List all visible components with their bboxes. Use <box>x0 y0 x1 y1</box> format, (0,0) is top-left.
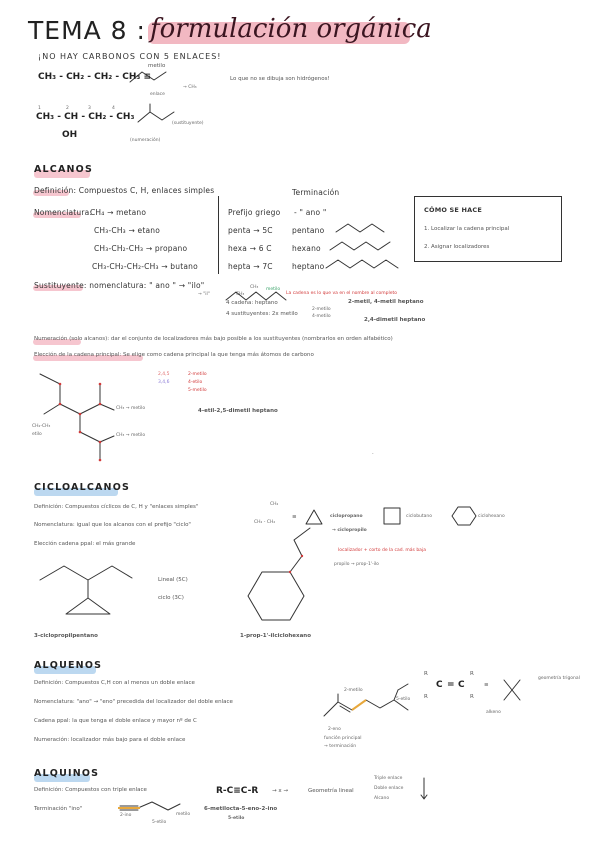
como-se-hace-step-1: 1. Localizar la cadena principal <box>424 226 510 232</box>
num-4: 4 <box>112 106 115 111</box>
stray-dot: . <box>372 450 374 456</box>
alquinos-terminacion: Terminación "ino" <box>34 806 83 812</box>
prefijo-header: Prefijo griego <box>228 208 281 217</box>
ciclopropano-label: ciclopropano <box>330 514 363 519</box>
ciclohexano-label: ciclohexano <box>478 514 505 519</box>
sust-2-metilo: 2-metilo <box>312 307 331 312</box>
alcanos-nomenclatura: Nomenclatura: <box>34 208 93 217</box>
alquinos-definicion: Definición: Compuestos con triple enlace <box>34 787 147 793</box>
no-5-bonds-note: ¡NO HAY CARBONOS CON 5 ENLACES! <box>38 52 222 61</box>
alquinos-heading: ALQUINOS <box>34 768 100 779</box>
oh-group: OH <box>62 130 78 140</box>
ch3-top-left: CH₃ <box>236 292 245 297</box>
alquino-2-ino: 2-ino <box>120 813 132 818</box>
alkene-label: alkeno <box>486 710 501 715</box>
alquenos-cadena: Cadena ppal: la que tenga el doble enlace y mayor nº de C <box>34 718 197 724</box>
alkeno-5-etilo: 5-etilo <box>396 697 411 702</box>
alkene-skeleton <box>324 700 408 716</box>
alquino-metilo: metilo <box>176 812 191 817</box>
ciclo-ch2-top: CH₂ <box>270 502 279 507</box>
alquenos-heading: ALQUENOS <box>34 660 103 671</box>
lineal-5c: Lineal (5C) <box>158 577 188 583</box>
alkene-r-3: R <box>470 671 474 677</box>
ciclopropano-shape <box>306 510 322 524</box>
propilo-label: propilo → prop-1'-ilo <box>334 562 379 567</box>
ch3-metilo-2: CH₃ → metilo <box>116 433 146 438</box>
ciclo-eleccion: Elección cadena ppal: el más grande <box>34 541 136 547</box>
alkene-r-1: R <box>424 671 428 677</box>
alquino-arrow: → x → <box>272 788 288 794</box>
ciclohexano-shape <box>452 507 476 525</box>
ch2-ch3-label: CH₂-CH₃ <box>32 424 51 429</box>
alkene-r-4: R <box>470 694 474 700</box>
locs-b: 3,4,6 <box>158 380 170 385</box>
alquino-name: 6-metilocta-5-eno-2-ino <box>204 806 278 812</box>
metilo-green-label: metilo <box>266 287 281 292</box>
alquino-5-etilo: 5-etilo <box>152 820 167 825</box>
terminacion-value: - " ano " <box>294 208 327 217</box>
legend-doble: Doble enlace <box>374 786 404 791</box>
sustituyentes-count: 4 sustituyentes: 2x metilo <box>226 311 298 317</box>
alcano-row-1: CH₄ → metano <box>90 208 147 217</box>
loc-2-metilo: 2-metilo <box>188 372 207 377</box>
alcano-row-2: CH₃-CH₃ → etano <box>94 226 161 235</box>
eleccion-rule: Elección de la cadena principal: Se elige como cadena principal la que tenga más átomos de carbono <box>34 352 314 358</box>
ciclo-ch2-left: CH₂ - CH₂ <box>254 520 276 525</box>
ch3-metilo-1: CH₃ → metilo <box>116 406 146 411</box>
alkeno-funcion: función principal <box>324 736 362 741</box>
heptane-zigzag <box>326 260 398 268</box>
alcanos-definicion: Definición: Compuestos C, H, enlaces simples <box>34 186 215 195</box>
pentane-chain <box>40 566 132 580</box>
prefijo-hepta: hepta → 7C <box>228 262 273 271</box>
big-cyclohexane <box>248 572 304 620</box>
etilo-label: etilo <box>32 432 42 437</box>
alkeno-2-eno: 2-eno <box>328 727 341 732</box>
hexane-zigzag <box>330 242 390 250</box>
alkeno-terminacion: → terminación <box>324 744 357 749</box>
label-enlace: enlace <box>150 92 165 97</box>
nombre-heptano: heptano <box>292 262 325 271</box>
branched-main-2 <box>80 414 100 460</box>
alkeno-2-metilo: 2-metilo <box>344 688 363 693</box>
ciclopropilo-label: → ciclopropilo <box>332 528 367 533</box>
butanol-skeleton <box>138 112 174 122</box>
ciclobutano-shape <box>384 508 400 524</box>
nombre-hexano: hexano <box>292 244 321 253</box>
alkene-equiv: ≡ <box>484 682 489 688</box>
ciclo-name-1: 3-ciclopropilpentano <box>34 633 98 639</box>
hydrogen-note: Lo que no se dibuja son hidrógenos! <box>230 76 330 82</box>
nombre-pentano: pentano <box>292 226 325 235</box>
prefijo-penta: penta → 5C <box>228 226 273 235</box>
prefijo-hexa: hexa → 6 C <box>228 244 272 253</box>
alcano-row-4: CH₃-CH₂-CH₂-CH₃ → butano <box>92 262 198 271</box>
ciclo-definicion: Definición: Compuestos cíclicos de C, H y "enlaces simples" <box>34 504 199 510</box>
como-se-hace-title: CÓMO SE HACE <box>424 206 483 214</box>
loc-4-etilo: 4-etilo <box>188 380 203 385</box>
butane-skeleton <box>130 72 166 82</box>
label-sustituyente: (sustituyente) <box>172 121 204 126</box>
numeracion-rule: Numeración (solo alcanos): dar el conjunto de localizadores más bajo posible a los sustituyentes (nombrarlos en orden alfabético) <box>34 336 393 342</box>
label-numeracion: (numeración) <box>130 138 161 143</box>
alquino-formula: R-C≡C-R <box>216 786 259 796</box>
alcanos-heading: ALCANOS <box>34 164 93 175</box>
legend-triple: Triple enlace <box>374 776 403 781</box>
butanol-formula: CH₃ - CH - CH₂ - CH₃ <box>36 112 135 122</box>
cadena-heptano: 4 cadena: heptano <box>226 300 278 306</box>
alquenos-nomenclatura: Nomenclatura: "ano" → "eno" precedida del localizador del doble enlace <box>34 699 233 705</box>
alkene-c-2: C <box>458 680 465 690</box>
cadena-note: La cadena es lo que va en el nombre al completo <box>286 291 398 296</box>
ciclo-note: localizador + corto de la cad. más baja <box>338 548 426 553</box>
alkene-c-1: C <box>436 680 443 690</box>
page-title-main: formulación orgánica <box>150 14 432 44</box>
alkene-geometria: geometría trigonal <box>538 676 580 681</box>
branched-main-1 <box>40 374 80 414</box>
ciclo-name-2: 1-prop-1'-ilciclohexano <box>240 633 311 639</box>
loc-5-metilo: 5-metilo <box>188 388 207 393</box>
num-3: 3 <box>88 106 91 111</box>
como-se-hace-step-2: 2. Asignar localizadores <box>424 244 490 250</box>
sust-4-metilo: 4-metilo <box>312 314 331 319</box>
alquenos-definicion: Definición: Compuestos C,H con al menos un doble enlace <box>34 680 195 686</box>
alkene-eq: = <box>447 680 455 690</box>
legend-alcano: Alcano <box>374 796 390 801</box>
pentane-zigzag <box>336 224 384 232</box>
sustituyente-sub: → "il" <box>198 292 210 297</box>
ch3-top-right: CH₃ <box>250 285 259 290</box>
terminacion-header: Terminación <box>292 188 340 197</box>
alquenos-numeracion: Numeración: localizador más bajo para el doble enlace <box>34 737 186 743</box>
alkene-r-2: R <box>424 694 428 700</box>
ciclo-equiv: ≡ <box>292 514 297 520</box>
ciclo-3c: ciclo (3C) <box>158 595 184 601</box>
cyclopropyl-ring <box>66 598 110 614</box>
sustituyente-rule: Sustituyente: nomenclatura: " ano " → "ilo" <box>34 281 205 290</box>
butane-formula: CH₃ - CH₂ - CH₂ - CH₃ ≡ <box>38 72 151 82</box>
name-2-metil-4-metil: 2-metil, 4-metil heptano <box>348 299 424 305</box>
num-1: 1 <box>38 106 41 111</box>
label-metilo: metilo <box>148 63 166 69</box>
alcano-row-3: CH₃-CH₂-CH₃ → propano <box>94 244 188 253</box>
page-title-prefix: TEMA 8 : <box>28 16 146 45</box>
ciclobutano-label: ciclobutano <box>406 514 433 519</box>
dimethylheptane-skeleton <box>226 292 286 300</box>
cicloalcanos-heading: CICLOALCANOS <box>34 482 131 493</box>
label-ch3: → CH₃ <box>183 85 197 90</box>
alquino-geometria: Geometría lineal <box>308 788 354 794</box>
num-2: 2 <box>66 106 69 111</box>
alquino-name-2: 5-etilo <box>228 816 245 821</box>
locs-a: 2,4,5 <box>158 372 170 377</box>
alcano-result-name: 4-etil-2,5-dimetil heptano <box>198 408 278 414</box>
propyl-chain <box>290 528 310 572</box>
name-2-4-dimetil-heptano: 2,4-dimetil heptano <box>364 317 426 323</box>
ciclo-nomenclatura: Nomenclatura: igual que los alcanos con el prefijo "ciclo" <box>34 522 191 528</box>
